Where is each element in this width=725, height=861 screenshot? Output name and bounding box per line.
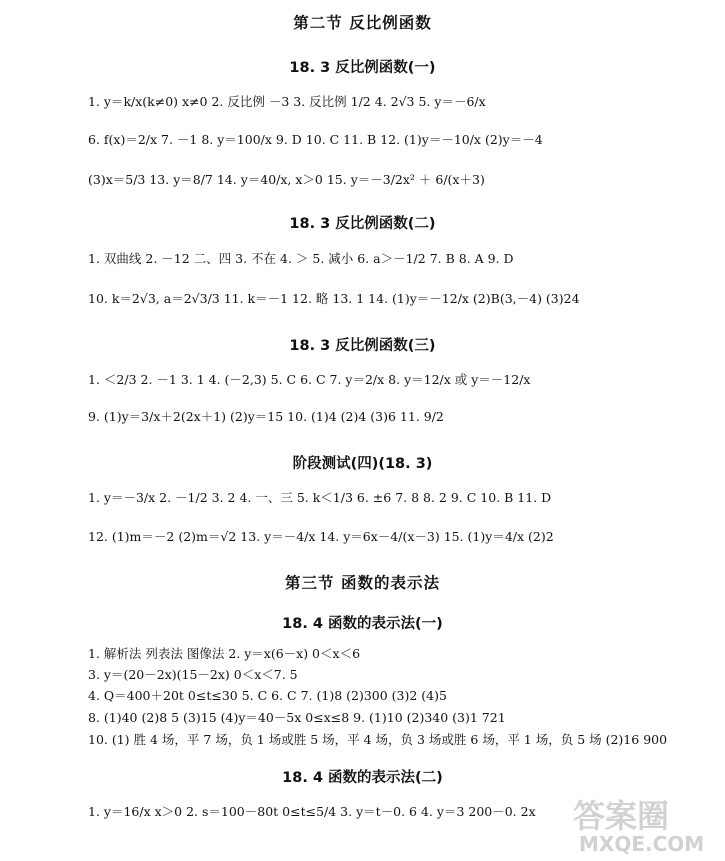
answer-line: 1. y＝k/x(k≠0) x≠0 2. 反比例 －3 3. 反比例 1/2 4. 2√3 5. y＝－6/x bbox=[88, 94, 486, 109]
answer-line: 1. y＝－3/x 2. －1/2 3. 2 4. 一、三 5. k＜1/3 6. ±6 7. 8 8. 2 9. C 10. B 11. D bbox=[88, 490, 552, 505]
watermark-text: 答案圈 bbox=[573, 797, 670, 835]
subsection-18-4-1: 18. 4 函数的表示法(一) bbox=[282, 616, 443, 632]
answer-line: 8. (1)40 (2)8 5 (3)15 (4)y＝40－5x 0≤x≤8 9. (1)10 (2)340 (3)1 721 bbox=[88, 710, 506, 725]
section-heading-3: 第三节 函数的表示法 bbox=[285, 574, 440, 592]
answer-line: (3)x＝5/3 13. y＝8/7 14. y＝40/x, x＞0 15. y＝－3/2x² ＋ 6/(x＋3) bbox=[88, 172, 485, 187]
subsection-18-4-2: 18. 4 函数的表示法(二) bbox=[282, 770, 443, 786]
subsection-18-3-1: 18. 3 反比例函数(一) bbox=[289, 60, 436, 76]
answer-line: 10. (1) 胜 4 场，平 7 场，负 1 场或胜 5 场，平 4 场，负 3 场或胜 6 场，平 1 场，负 5 场 (2)16 900 bbox=[88, 732, 668, 747]
watermark-url: MXQE.COM bbox=[579, 832, 705, 855]
answer-line: 1. 双曲线 2. －12 二、四 3. 不在 4. ＞ 5. 减小 6. a＞－1/2 7. B 8. A 9. D bbox=[88, 251, 514, 266]
answer-line: 10. k＝2√3, a＝2√3/3 11. k＝－1 12. 略 13. 1 14. (1)y＝－12/x (2)B(3,－4) (3)24 bbox=[88, 291, 580, 306]
answer-line: 1. ＜2/3 2. －1 3. 1 4. (－2,3) 5. C 6. C 7. y＝2/x 8. y＝12/x 或 y＝－12/x bbox=[88, 372, 531, 387]
answer-line: 4. Q＝400＋20t 0≤t≤30 5. C 6. C 7. (1)8 (2)300 (3)2 (4)5 bbox=[88, 688, 447, 703]
subsection-18-3-2: 18. 3 反比例函数(二) bbox=[289, 216, 436, 232]
answer-line: 1. 解析法 列表法 图像法 2. y＝x(6－x) 0＜x＜6 bbox=[88, 646, 361, 661]
answer-line: 3. y＝(20－2x)(15－2x) 0＜x＜7. 5 bbox=[88, 667, 298, 682]
watermark-logo bbox=[569, 793, 719, 855]
answer-line: 6. f(x)＝2/x 7. －1 8. y＝100/x 9. D 10. C 11. B 12. (1)y＝－10/x (2)y＝－4 bbox=[88, 132, 543, 147]
answer-line: 9. (1)y＝3/x＋2(2x＋1) (2)y＝15 10. (1)4 (2)4 (3)6 11. 9/2 bbox=[88, 409, 444, 424]
subsection-18-3-3: 18. 3 反比例函数(三) bbox=[289, 338, 436, 354]
stage-test-heading: 阶段测试(四)(18. 3) bbox=[292, 456, 433, 472]
answer-line: 1. y＝16/x x＞0 2. s＝100－80t 0≤t≤5/4 3. y＝t－0. 6 4. y＝3 200－0. 2x bbox=[88, 804, 536, 819]
answer-line: 12. (1)m＝－2 (2)m＝√2 13. y＝－4/x 14. y＝6x－4/(x－3) 15. (1)y＝4/x (2)2 bbox=[88, 529, 554, 544]
section-heading-2: 第二节 反比例函数 bbox=[293, 14, 432, 32]
